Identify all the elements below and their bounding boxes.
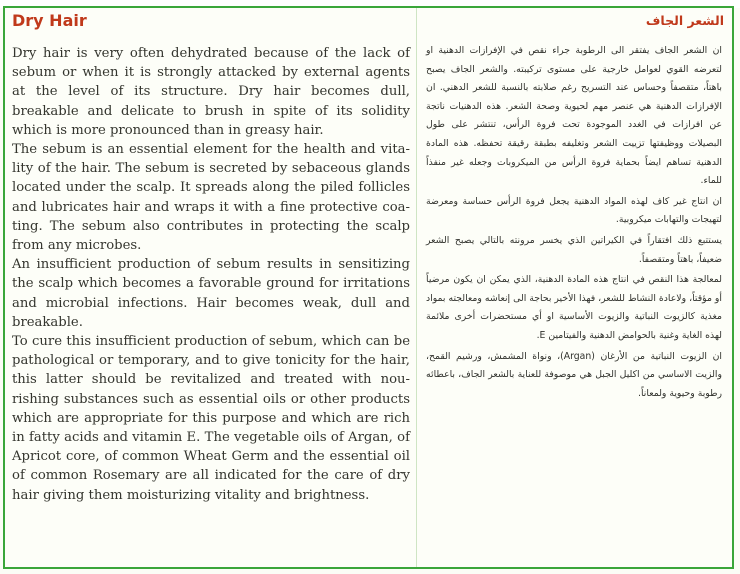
english-paragraph: To cure this insufficient production of sebum, which can be pathological or temporary, and to give tonicity for the hair, this latter should be revitalized and treated with nourishing substances such as essential oils or other products which are appropriate for this purpose and which are rich in fatty acids and vitamin E. The vegetable oils of Argan, of Apricot core, of common Wheat Germ and the essential oil of common Rosemary are all indicated for the care of dry hair giving them moisturizing vitality and brightness. bbox=[12, 334, 410, 503]
english-body bbox=[12, 44, 410, 505]
english-title: Dry Hair bbox=[12, 11, 87, 30]
arabic-paragraph: ان الشعر الجاف يفتقر الى الرطوبة جراء نقص في الإفرازات الدهنية او لتعرضه القوي لعوامل خارجية على مستوى تركيبته. والشعر الجاف يصبح باهتاً، متقصفاً وحساس عند التسريح رغم صلابته بالنسبة للشعر الدهني. ان الإفرازات الدهنية هي عنصر مهم لحيوية وصحة الشعر. هذه الدهنيات ناتجة عن افرازات في الغدد الموجودة تحت فروة الرأس، تنتشر على طول البصيلات ووظيفتها تزييت الشعر وتغليفه بطبقة رقيقة تحفظه. هذه المادة الدهنية تساهم ايضاً بحماية فروة الرأس من الميكروبات وجعله غير منفذاً للماء. bbox=[426, 45, 722, 187]
english-paragraph: Dry hair is very often dehydrated because of the lack of sebum or when it is strongly attacked by external agents at the level of its structure. Dry hair becomes dull, breakable and delicate to brush in spite of its solidity which is more pronounced than in greasy hair. bbox=[12, 46, 410, 138]
english-paragraph: An insufficient production of sebum results in sensitizing the scalp which becomes a favorable ground for irritations and microbial infections. Hair becomes weak, dull and breakable. bbox=[12, 257, 410, 330]
arabic-body bbox=[426, 42, 722, 405]
arabic-paragraph: يستتبع ذلك افتقاراً في الكيراتين الذي يخسر مرونته بالتالي يصبح الشعر ضعيفاً، باهتاً ومتقصفاً. bbox=[426, 234, 722, 265]
arabic-paragraph: ان انتاج غير كاف لهذه المواد الدهنية يجعل فروة الرأس حساسة ومعرضة لتهيجات والتهابات ميكروبية. bbox=[426, 195, 722, 226]
arabic-title: الشعر الجاف bbox=[645, 13, 724, 28]
english-paragraph: The sebum is an essential element for the health and vitality of the hair. The sebum is secreted by sebaceous glands located under the scalp. It spreads along the piled follicles and lubricates hair and wraps it with a fine protective coating. The sebum also contributes in protecting the scalp from any microbes. bbox=[12, 142, 410, 254]
column-divider bbox=[416, 8, 417, 567]
arabic-paragraph: ان الزيوت النباتية من الأرغان (Argan)، ونواة المشمش، ورشيم القمح، والزيت الاساسي من اكليل الجبل هي موصوفة للعناية بالشعر الجاف، باعطائه رطوبة وحيوية ولمعاناً. bbox=[426, 350, 722, 399]
arabic-paragraph: لمعالجة هذا النقص في انتاج هذه المادة الدهنية، الذي يمكن ان يكون مرضياً أو مؤقتاً، ولاعادة النشاط للشعر، فهذا الأخير بحاجة الى إنعاشه ومعالجته بمواد مغذية كالزيوت النباتية والزيوت الأساسية او أي مستحضرات أخرى ملائمة لهذه الغاية وغنية بالحوامض الدهنية والفيتامين E. bbox=[426, 274, 722, 341]
